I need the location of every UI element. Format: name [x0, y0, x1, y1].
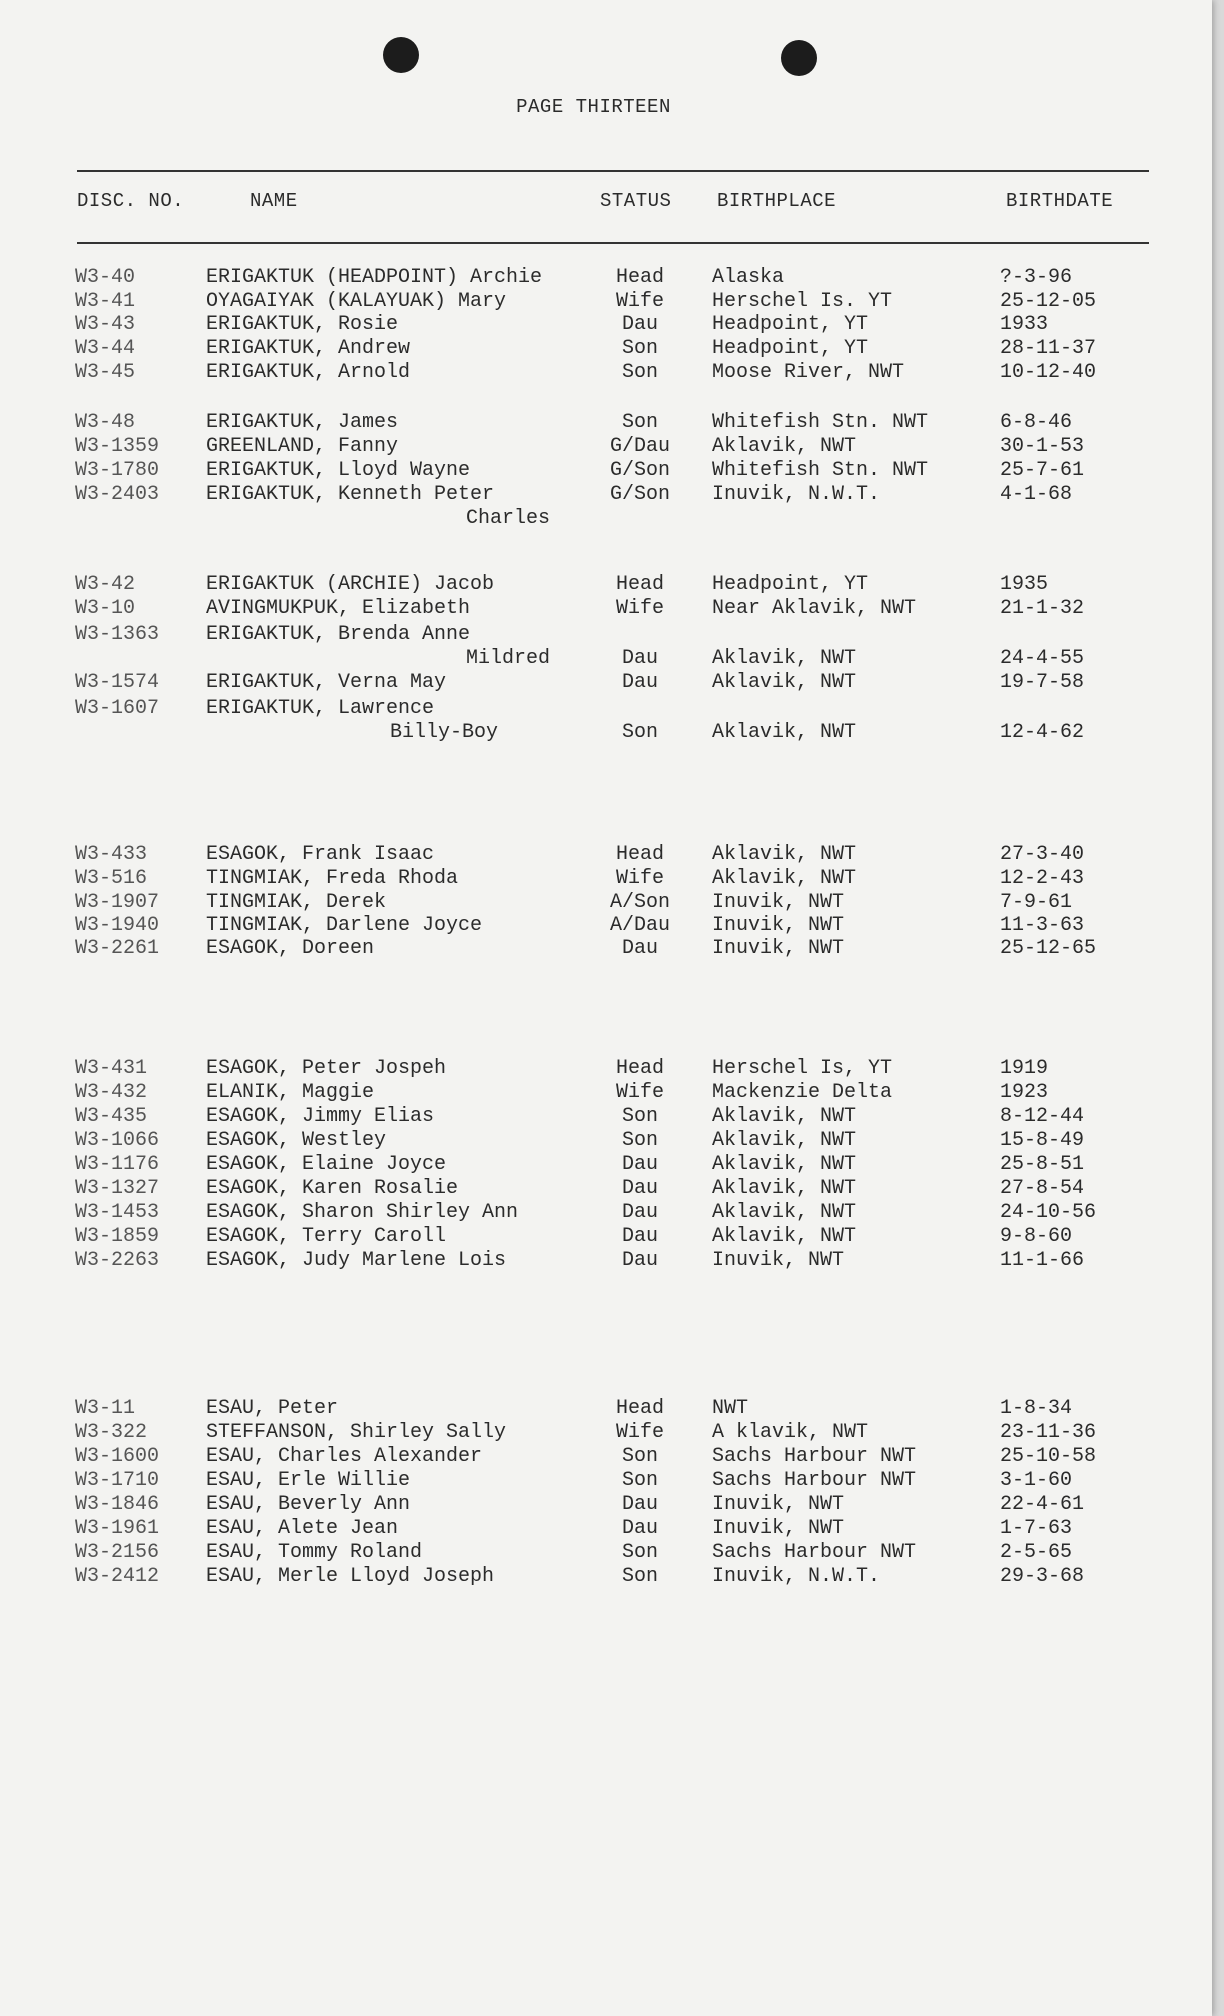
- header-rule-bottom: [77, 242, 1149, 244]
- table-row: [0, 1057, 1212, 1083]
- birthdate-cell: 9-8-60: [1000, 1225, 1073, 1248]
- header-birthdate: BIRTHDATE: [1006, 190, 1114, 212]
- status-cell: Dau: [621, 937, 658, 960]
- disc-no-cell: W3-1359: [75, 435, 160, 458]
- header-name: NAME: [250, 190, 298, 212]
- status-cell: Dau: [621, 1177, 658, 1200]
- birthdate-cell: 6-8-46: [1000, 411, 1073, 434]
- page-title: PAGE THIRTEEN: [516, 96, 671, 118]
- name-cell: ELANIK, Maggie: [206, 1081, 375, 1104]
- table-row: [0, 671, 1212, 697]
- table-row: [0, 1201, 1212, 1227]
- table-row: [0, 1105, 1212, 1131]
- name-cell: ESAGOK, Sharon Shirley Ann: [206, 1201, 519, 1224]
- table-row: [0, 867, 1212, 893]
- status-cell: Head: [615, 573, 664, 596]
- birthplace-cell: Mackenzie Delta: [712, 1081, 893, 1104]
- name-cell: ERIGAKTUK, Andrew: [206, 337, 411, 360]
- birthplace-cell: Aklavik, NWT: [712, 1105, 857, 1128]
- name-cell: STEFFANSON, Shirley Sally: [206, 1421, 507, 1444]
- disc-no-cell: W3-1600: [75, 1445, 160, 1468]
- status-cell: G/Dau: [610, 435, 671, 458]
- status-cell: Wife: [615, 867, 664, 890]
- disc-no-cell: W3-435: [75, 1105, 148, 1128]
- name-cell: TINGMIAK, Darlene Joyce: [206, 914, 483, 937]
- birthdate-cell: 2-5-65: [1000, 1541, 1073, 1564]
- birthplace-cell: Sachs Harbour NWT: [712, 1541, 917, 1564]
- table-row: [0, 1517, 1212, 1543]
- birthdate-cell: 1923: [1000, 1081, 1049, 1104]
- table-row: [0, 573, 1212, 599]
- status-cell: Head: [615, 1397, 664, 1420]
- birthplace-cell: Aklavik, NWT: [712, 1129, 857, 1152]
- table-row: [0, 1153, 1212, 1179]
- status-cell: Son: [621, 1469, 658, 1492]
- table-row: [0, 361, 1212, 387]
- name-cell: ESAGOK, Westley: [206, 1129, 387, 1152]
- status-cell: Wife: [615, 1421, 664, 1444]
- table-row: [0, 1081, 1212, 1107]
- table-row: [0, 266, 1212, 292]
- birthdate-cell: 27-3-40: [1000, 843, 1085, 866]
- table-row: [0, 1469, 1212, 1495]
- status-cell: G/Son: [610, 459, 671, 482]
- birthdate-cell: 24-4-55: [1000, 647, 1085, 670]
- birthdate-cell: 1-8-34: [1000, 1397, 1073, 1420]
- birthplace-cell: A klavik, NWT: [712, 1421, 869, 1444]
- name-cell: ESAU, Tommy Roland: [206, 1541, 423, 1564]
- birthdate-cell: 7-9-61: [1000, 891, 1073, 914]
- disc-no-cell: W3-1710: [75, 1469, 160, 1492]
- status-cell: Wife: [615, 1081, 664, 1104]
- status-cell: Wife: [615, 597, 664, 620]
- table-row: [0, 1177, 1212, 1203]
- header-rule-top: [77, 170, 1149, 172]
- birthplace-cell: Alaska: [712, 266, 785, 289]
- name-cell: ESAGOK, Peter Jospeh: [206, 1057, 447, 1080]
- birthdate-cell: 25-7-61: [1000, 459, 1085, 482]
- birthplace-cell: Inuvik, NWT: [712, 937, 845, 960]
- birthplace-cell: Herschel Is. YT: [712, 290, 893, 313]
- table-row: [0, 313, 1212, 339]
- table-row: [0, 1129, 1212, 1155]
- table-row: [0, 597, 1212, 623]
- birthdate-cell: 10-12-40: [1000, 361, 1097, 384]
- birthdate-cell: 24-10-56: [1000, 1201, 1097, 1224]
- birthplace-cell: Aklavik, NWT: [712, 435, 857, 458]
- disc-no-cell: W3-2263: [75, 1249, 160, 1272]
- name-cell: ERIGAKTUK, Verna May: [206, 671, 447, 694]
- table-row: [0, 1493, 1212, 1519]
- disc-no-cell: W3-1574: [75, 671, 160, 694]
- status-cell: A/Dau: [610, 914, 671, 937]
- status-cell: Dau: [621, 1201, 658, 1224]
- table-row: [0, 1565, 1212, 1591]
- table-row: [0, 623, 1212, 673]
- disc-no-cell: W3-48: [75, 411, 136, 434]
- disc-no-cell: W3-431: [75, 1057, 148, 1080]
- birthplace-cell: Sachs Harbour NWT: [712, 1469, 917, 1492]
- birthdate-cell: 21-1-32: [1000, 597, 1085, 620]
- birthplace-cell: Inuvik, NWT: [712, 1249, 845, 1272]
- table-row: [0, 843, 1212, 869]
- birthplace-cell: Aklavik, NWT: [712, 1201, 857, 1224]
- header-birthplace: BIRTHPLACE: [717, 190, 837, 212]
- table-row: [0, 1445, 1212, 1471]
- table-row: [0, 411, 1212, 437]
- status-cell: Dau: [621, 1225, 658, 1248]
- birthplace-cell: Whitefish Stn. NWT: [712, 459, 929, 482]
- name-cell: ESAGOK, Frank Isaac: [206, 843, 435, 866]
- disc-no-cell: W3-1607: [75, 697, 160, 720]
- birthplace-cell: Aklavik, NWT: [712, 867, 857, 890]
- birthdate-cell: 28-11-37: [1000, 337, 1097, 360]
- name-continuation: Mildred: [466, 647, 551, 670]
- name-cell: ERIGAKTUK, Arnold: [206, 361, 411, 384]
- disc-no-cell: W3-2156: [75, 1541, 160, 1564]
- birthplace-cell: Inuvik, NWT: [712, 914, 845, 937]
- name-cell: ESAGOK, Elaine Joyce: [206, 1153, 447, 1176]
- birthdate-cell: 30-1-53: [1000, 435, 1085, 458]
- status-cell: Son: [621, 1129, 658, 1152]
- disc-no-cell: W3-433: [75, 843, 148, 866]
- disc-no-cell: W3-1780: [75, 459, 160, 482]
- name-cell: ESAU, Erle Willie: [206, 1469, 411, 1492]
- table-row: [0, 697, 1212, 747]
- name-cell: ERIGAKTUK, Lloyd Wayne: [206, 459, 471, 482]
- table-row: [0, 483, 1212, 509]
- birthdate-cell: 12-2-43: [1000, 867, 1085, 890]
- name-cell: ESAGOK, Jimmy Elias: [206, 1105, 435, 1128]
- disc-no-cell: W3-2261: [75, 937, 160, 960]
- name-cell: AVINGMUKPUK, Elizabeth: [206, 597, 471, 620]
- name-cell: ESAGOK, Doreen: [206, 937, 375, 960]
- status-cell: Dau: [621, 671, 658, 694]
- disc-no-cell: W3-1961: [75, 1517, 160, 1540]
- status-cell: Son: [621, 1541, 658, 1564]
- status-cell: Head: [615, 843, 664, 866]
- status-cell: Dau: [621, 1153, 658, 1176]
- birthdate-cell: 25-10-58: [1000, 1445, 1097, 1468]
- name-cell: ERIGAKTUK (HEADPOINT) Archie: [206, 266, 543, 289]
- table-row: [0, 337, 1212, 363]
- status-cell: Son: [621, 361, 658, 384]
- disc-no-cell: W3-1907: [75, 891, 160, 914]
- birthdate-cell: 11-3-63: [1000, 914, 1085, 937]
- name-cell: ERIGAKTUK, Rosie: [206, 313, 399, 336]
- name-cell: ESAGOK, Karen Rosalie: [206, 1177, 459, 1200]
- status-cell: Dau: [621, 1249, 658, 1272]
- birthplace-cell: Whitefish Stn. NWT: [712, 411, 929, 434]
- birthdate-cell: 1919: [1000, 1057, 1049, 1080]
- birthplace-cell: Aklavik, NWT: [712, 1153, 857, 1176]
- disc-no-cell: W3-1363: [75, 623, 160, 646]
- birthdate-cell: 19-7-58: [1000, 671, 1085, 694]
- birthplace-cell: Inuvik, NWT: [712, 1517, 845, 1540]
- status-cell: Son: [621, 1445, 658, 1468]
- birthdate-cell: 25-12-65: [1000, 937, 1097, 960]
- disc-no-cell: W3-44: [75, 337, 136, 360]
- name-cell: ERIGAKTUK, James: [206, 411, 399, 434]
- birthdate-cell: 8-12-44: [1000, 1105, 1085, 1128]
- disc-no-cell: W3-43: [75, 313, 136, 336]
- birthdate-cell: 29-3-68: [1000, 1565, 1085, 1588]
- name-cell: OYAGAIYAK (KALAYUAK) Mary: [206, 290, 507, 313]
- birthdate-cell: 22-4-61: [1000, 1493, 1085, 1516]
- birthplace-cell: Inuvik, N.W.T.: [712, 483, 881, 506]
- disc-no-cell: W3-1846: [75, 1493, 160, 1516]
- status-cell: Head: [615, 266, 664, 289]
- birthplace-cell: Inuvik, N.W.T.: [712, 1565, 881, 1588]
- birthdate-cell: 1933: [1000, 313, 1049, 336]
- birthplace-cell: Sachs Harbour NWT: [712, 1445, 917, 1468]
- birthplace-cell: Herschel Is, YT: [712, 1057, 893, 1080]
- name-cell: TINGMIAK, Freda Rhoda: [206, 867, 459, 890]
- birthplace-cell: Headpoint, YT: [712, 573, 869, 596]
- table-row: [0, 435, 1212, 461]
- disc-no-cell: W3-1859: [75, 1225, 160, 1248]
- birthplace-cell: Headpoint, YT: [712, 337, 869, 360]
- disc-no-cell: W3-1066: [75, 1129, 160, 1152]
- birthdate-cell: 1-7-63: [1000, 1517, 1073, 1540]
- name-continuation: Charles: [466, 507, 551, 530]
- punch-hole: [383, 37, 419, 73]
- table-row: [0, 459, 1212, 485]
- status-cell: G/Son: [610, 483, 671, 506]
- name-cell: ERIGAKTUK (ARCHIE) Jacob: [206, 573, 495, 596]
- birthplace-cell: Near Aklavik, NWT: [712, 597, 917, 620]
- birthdate-cell: 12-4-62: [1000, 721, 1085, 744]
- table-row: [0, 1541, 1212, 1567]
- birthdate-cell: 11-1-66: [1000, 1249, 1085, 1272]
- name-cell: ESAU, Peter: [206, 1397, 339, 1420]
- status-cell: Son: [621, 1565, 658, 1588]
- name-cell: ERIGAKTUK, Lawrence: [206, 697, 435, 720]
- birthdate-cell: 4-1-68: [1000, 483, 1073, 506]
- name-cell: ERIGAKTUK, Brenda Anne: [206, 623, 471, 646]
- status-cell: Son: [621, 1105, 658, 1128]
- birthplace-cell: Headpoint, YT: [712, 313, 869, 336]
- disc-no-cell: W3-11: [75, 1397, 136, 1420]
- birthdate-cell: 23-11-36: [1000, 1421, 1097, 1444]
- name-continuation: Billy-Boy: [390, 721, 499, 744]
- birthplace-cell: Inuvik, NWT: [712, 891, 845, 914]
- status-cell: Wife: [615, 290, 664, 313]
- table-row: [0, 1397, 1212, 1423]
- disc-no-cell: W3-2412: [75, 1565, 160, 1588]
- disc-no-cell: W3-2403: [75, 483, 160, 506]
- name-cell: ESAU, Beverly Ann: [206, 1493, 411, 1516]
- status-cell: Head: [615, 1057, 664, 1080]
- disc-no-cell: W3-1327: [75, 1177, 160, 1200]
- disc-no-cell: W3-41: [75, 290, 136, 313]
- name-cell: GREENLAND, Fanny: [206, 435, 399, 458]
- table-row: [0, 937, 1212, 963]
- header-disc-no: DISC. NO.: [77, 190, 185, 212]
- status-cell: Son: [621, 337, 658, 360]
- birthplace-cell: Aklavik, NWT: [712, 1225, 857, 1248]
- birthplace-cell: Aklavik, NWT: [712, 1177, 857, 1200]
- disc-no-cell: W3-1176: [75, 1153, 160, 1176]
- birthplace-cell: Aklavik, NWT: [712, 721, 857, 744]
- name-cell: ESAU, Merle Lloyd Joseph: [206, 1565, 495, 1588]
- name-cell: TINGMIAK, Derek: [206, 891, 387, 914]
- status-cell: A/Son: [610, 891, 671, 914]
- table-row: [0, 1249, 1212, 1275]
- birthdate-cell: 25-12-05: [1000, 290, 1097, 313]
- status-cell: Dau: [621, 647, 658, 670]
- disc-no-cell: W3-10: [75, 597, 136, 620]
- status-cell: Dau: [621, 1493, 658, 1516]
- birthdate-cell: 27-8-54: [1000, 1177, 1085, 1200]
- birthdate-cell: ?-3-96: [1000, 266, 1073, 289]
- birthdate-cell: 1935: [1000, 573, 1049, 596]
- birthplace-cell: NWT: [712, 1397, 749, 1420]
- name-cell: ESAU, Alete Jean: [206, 1517, 399, 1540]
- birthdate-cell: 3-1-60: [1000, 1469, 1073, 1492]
- header-status: STATUS: [600, 190, 672, 212]
- disc-no-cell: W3-1940: [75, 914, 160, 937]
- status-cell: Dau: [621, 313, 658, 336]
- disc-no-cell: W3-1453: [75, 1201, 160, 1224]
- birthplace-cell: Aklavik, NWT: [712, 647, 857, 670]
- status-cell: Dau: [621, 1517, 658, 1540]
- birthplace-cell: Inuvik, NWT: [712, 1493, 845, 1516]
- punch-hole: [781, 40, 817, 76]
- status-cell: Son: [621, 411, 658, 434]
- name-cell: ESAGOK, Terry Caroll: [206, 1225, 447, 1248]
- birthplace-cell: Moose River, NWT: [712, 361, 905, 384]
- name-cell: ESAGOK, Judy Marlene Lois: [206, 1249, 507, 1272]
- disc-no-cell: W3-40: [75, 266, 136, 289]
- disc-no-cell: W3-45: [75, 361, 136, 384]
- birthplace-cell: Aklavik, NWT: [712, 843, 857, 866]
- table-row: [0, 1225, 1212, 1251]
- birthdate-cell: 15-8-49: [1000, 1129, 1085, 1152]
- birthplace-cell: Aklavik, NWT: [712, 671, 857, 694]
- birthdate-cell: 25-8-51: [1000, 1153, 1085, 1176]
- table-row: [0, 1421, 1212, 1447]
- name-cell: ESAU, Charles Alexander: [206, 1445, 483, 1468]
- disc-no-cell: W3-516: [75, 867, 148, 890]
- disc-no-cell: W3-42: [75, 573, 136, 596]
- name-cell: ERIGAKTUK, Kenneth Peter: [206, 483, 495, 506]
- disc-no-cell: W3-432: [75, 1081, 148, 1104]
- disc-no-cell: W3-322: [75, 1421, 148, 1444]
- status-cell: Son: [621, 721, 658, 744]
